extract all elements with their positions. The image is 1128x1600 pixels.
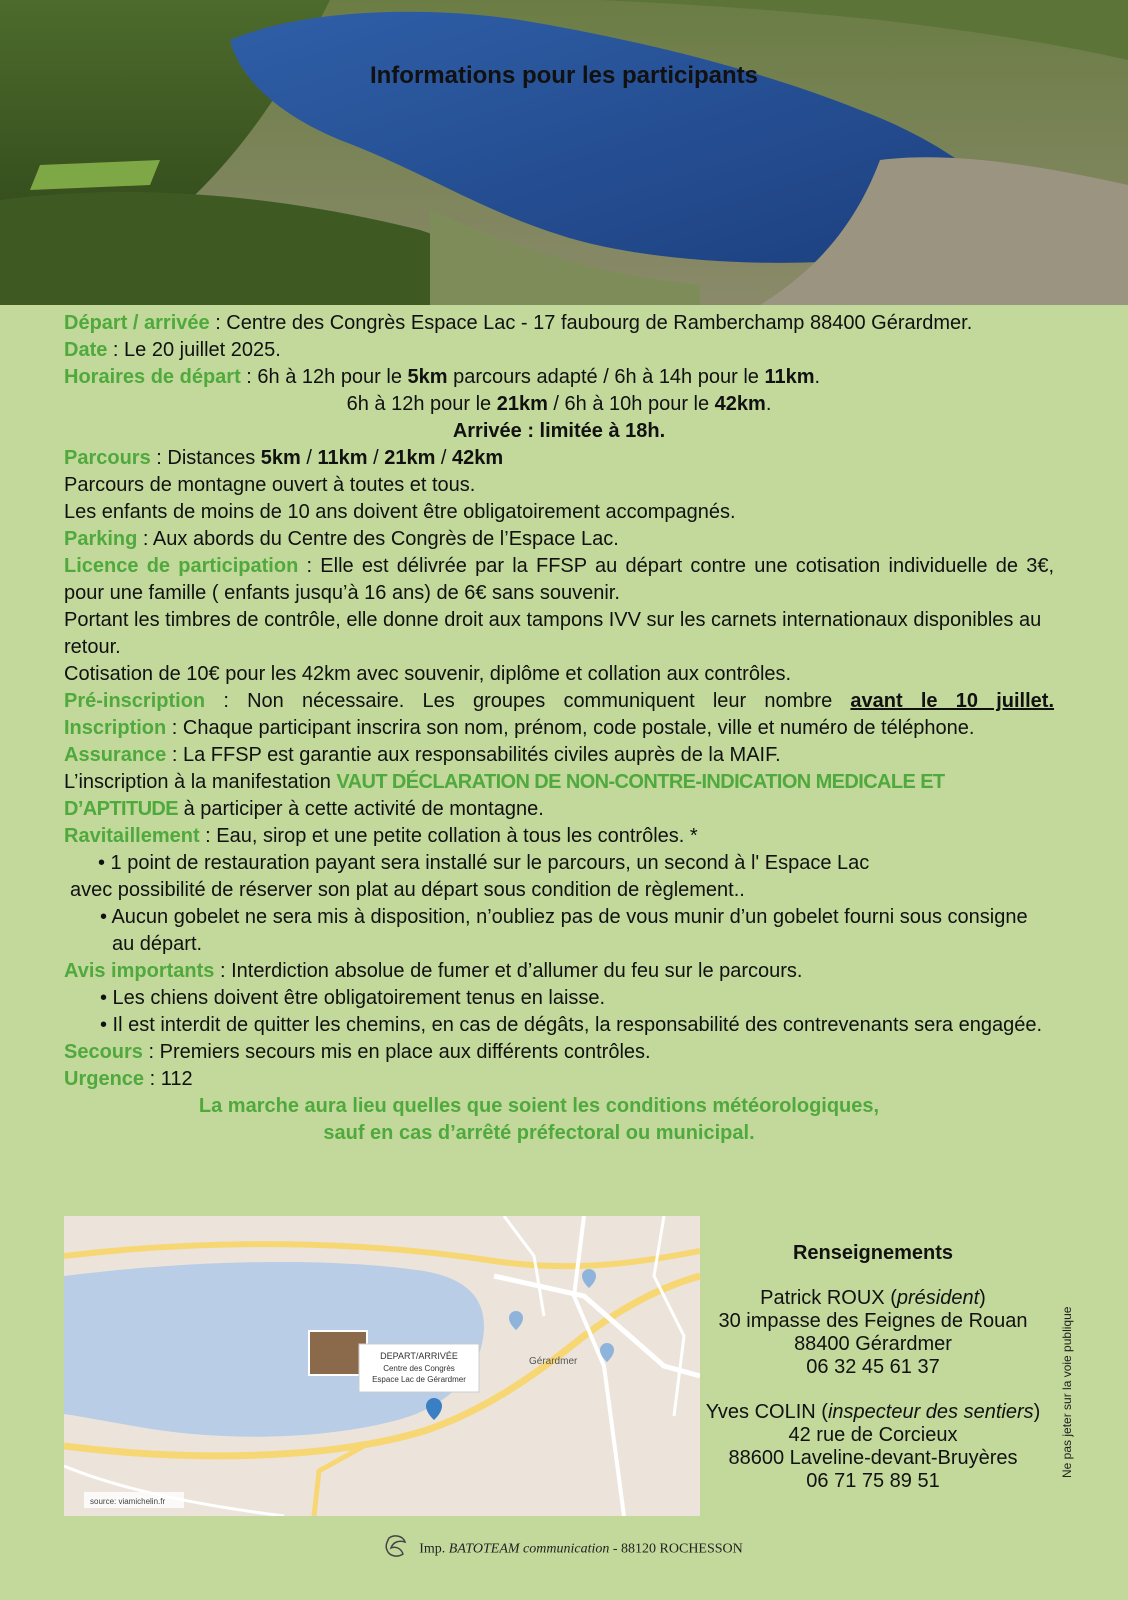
horaires-text: parcours adapté / 6h à 14h pour le: [447, 366, 765, 388]
paren: ): [979, 1287, 986, 1309]
licence-paragraph-2: Portant les timbres de contrôle, elle donne droit aux tampons IVV sur les carnets internationaux disponibles au retour.: [64, 609, 1042, 658]
horaires-label: Horaires de départ: [64, 366, 241, 388]
depart-value: : Centre des Congrès Espace Lac - 17 faubourg de Ramberchamp 88400 Gérardmer.: [209, 312, 973, 334]
separator: /: [367, 447, 385, 469]
contact-heading: Renseignements: [792, 1242, 954, 1264]
person-role: président: [896, 1287, 980, 1309]
avis-value: : Interdiction absolue de fumer et d’allumer du feu sur le parcours.: [214, 960, 803, 982]
assurance-value: : La FFSP est garantie aux responsabilités civiles auprès de la MAIF.: [166, 744, 781, 766]
inscription-paragraph: [64, 715, 1054, 742]
horaires-text: 6h à 12h pour le: [346, 393, 497, 415]
secours-label: Secours: [64, 1041, 143, 1063]
map-graphic: [64, 1216, 700, 1516]
map-source: source: viamichelin.fr: [90, 1497, 166, 1506]
ravitaillement-bullet-2: • Aucun gobelet ne sera mis à disposition, n’oubliez pas de vous munir d’un gobelet fourni sous consigne au départ.: [100, 906, 1028, 955]
distance-21km: 21km: [496, 393, 548, 415]
preinscription-value: : Non nécessaire. Les groupes communiquent leur nombre: [205, 690, 851, 712]
preinscription-label: Pré-inscription: [64, 690, 206, 712]
urgence-label: Urgence: [64, 1068, 145, 1090]
avis-bullet-1: • Les chiens doivent être obligatoirement tenus en laisse.: [100, 987, 606, 1009]
date-value: : Le 20 juillet 2025.: [107, 339, 281, 361]
lake-landscape-image: [0, 0, 1128, 305]
horaires-text: : 6h à 12h pour le: [240, 366, 408, 388]
assurance-text: L’inscription à la manifestation: [64, 771, 337, 793]
arrivee-line: [64, 418, 1054, 445]
date-line: [64, 337, 1054, 364]
urgence-value: : 112: [144, 1068, 193, 1090]
location-map[interactable]: [64, 1216, 700, 1516]
weather-notice-line-1: La marche aura lieu quelles que soient les conditions météorologiques,: [198, 1095, 880, 1117]
paren: ): [1033, 1401, 1041, 1423]
licence-paragraph-3: Cotisation de 10€ pour les 42km avec souvenir, diplôme et collation aux contrôles.: [64, 663, 792, 685]
contact-1-name: [700, 1287, 1046, 1310]
assurance-line: [64, 742, 1054, 769]
parcours-line: [64, 445, 1054, 472]
licence-value: : Elle est délivrée par la FFSP au départ contre une cotisation individuelle de 3€, pour une famille ( enfants jusqu’à 16 ans) de 6€ sans souvenir.: [64, 555, 1054, 604]
contact-1-address-1: 30 impasse des Feignes de Rouan: [718, 1310, 1028, 1332]
depart-line: [64, 310, 1054, 337]
avis-bullet-2: • Il est interdit de quitter les chemins, en cas de dégâts, la responsabilité des contrevenants sera engagée.: [100, 1014, 1043, 1036]
arrivee-limit: Arrivée : limitée à 18h.: [452, 420, 666, 442]
contact-1-address-2: 88400 Gérardmer: [794, 1333, 952, 1355]
callout-line-2: Centre des Congrès: [383, 1364, 455, 1373]
preinscription-line: [64, 688, 1054, 715]
date-label: Date: [64, 339, 108, 361]
contact-block: [700, 1242, 1046, 1493]
assurance-text: à participer à cette activité de montagne.: [178, 798, 544, 820]
horaires-text: .: [765, 393, 772, 415]
parcours-line-2: Parcours de montagne ouvert à toutes et tous.: [64, 474, 476, 496]
ravitaillement-bullet-1: • 1 point de restauration payant sera installé sur le parcours, un second à l' Espace Lac: [98, 852, 870, 874]
assurance-label: Assurance: [64, 744, 167, 766]
avis-line: [64, 958, 1054, 985]
separator: /: [435, 447, 453, 469]
contact-2-phone[interactable]: 06 71 75 89 51: [806, 1470, 940, 1492]
venue-photo: [309, 1331, 367, 1375]
parking-line: [64, 526, 1054, 553]
depart-label: Départ / arrivée: [64, 312, 210, 334]
footer-prefix: Imp.: [419, 1541, 449, 1557]
person-role: inspecteur des sentiers: [827, 1401, 1034, 1423]
parcours-distance: 5km: [260, 447, 301, 469]
parcours-distance: 11km: [317, 447, 368, 469]
contact-2-address-1: 42 rue de Corcieux: [788, 1424, 958, 1446]
parcours-label: Parcours: [64, 447, 151, 469]
secours-value: : Premiers secours mis en place aux différents contrôles.: [142, 1041, 651, 1063]
town-label: Gérardmer: [529, 1356, 578, 1367]
page-title: Informations pour les participants: [369, 62, 759, 89]
parking-label: Parking: [64, 528, 138, 550]
ravitaillement-bullet-1-cont: avec possibilité de réserver son plat au départ sous condition de règlement..: [70, 879, 745, 901]
inscription-value: : Chaque participant inscrira son nom, prénom, code postale, ville et numéro de téléphone.: [166, 717, 975, 739]
medical-declaration: VAUT DÉCLARATION DE NON-CONTRE-INDICATION MEDICALE ET D’APTITUDE: [64, 771, 945, 820]
litter-notice: Ne pas jeter sur la voie publique: [1060, 1306, 1074, 1478]
printer-logo-icon: [385, 1534, 409, 1565]
avis-label: Avis importants: [64, 960, 215, 982]
parcours-distance: 21km: [384, 447, 436, 469]
horaires-line-2: [64, 391, 1054, 418]
contact-2-name: [700, 1401, 1046, 1424]
assurance-paragraph-2: [64, 769, 1054, 823]
secours-line: [64, 1039, 1054, 1066]
footer-company: BATOTEAM communication: [448, 1541, 610, 1557]
inscription-label: Inscription: [64, 717, 167, 739]
distance-42km: 42km: [714, 393, 766, 415]
urgence-line: [64, 1066, 1054, 1093]
ravitaillement-value: : Eau, sirop et une petite collation à tous les contrôles. *: [199, 825, 698, 847]
weather-notice: [64, 1093, 1054, 1147]
parking-value: : Aux abords du Centre des Congrès de l’Espace Lac.: [137, 528, 619, 550]
parcours-text: : Distances: [150, 447, 261, 469]
contact-2-address-2: 88600 Laveline-devant-Bruyères: [728, 1447, 1018, 1469]
horaires-text: .: [814, 366, 821, 388]
distance-5km: 5km: [407, 366, 448, 388]
ravitaillement-label: Ravitaillement: [64, 825, 200, 847]
distance-11km: 11km: [764, 366, 815, 388]
horaires-line-1: [64, 364, 1054, 391]
info-section: [64, 310, 1054, 1147]
ravitaillement-line: [64, 823, 1054, 850]
printer-footer: [0, 1534, 1128, 1565]
parcours-line-3: Les enfants de moins de 10 ans doivent être obligatoirement accompagnés.: [64, 501, 736, 523]
contact-1-phone[interactable]: 06 32 45 61 37: [806, 1356, 940, 1378]
separator: /: [300, 447, 318, 469]
weather-notice-line-2: sauf en cas d’arrêté préfectoral ou municipal.: [323, 1122, 755, 1144]
person-name: Patrick ROUX (: [760, 1287, 897, 1309]
callout-line-3: Espace Lac de Gérardmer: [372, 1375, 466, 1384]
person-name: Yves COLIN (: [705, 1401, 828, 1423]
header-photo: [0, 0, 1128, 305]
callout-line-1: DEPART/ARRIVÉE: [380, 1351, 458, 1361]
preinscription-deadline: avant le 10 juillet.: [850, 690, 1055, 712]
licence-label: Licence de participation: [64, 555, 299, 577]
horaires-text: / 6h à 10h pour le: [547, 393, 715, 415]
licence-paragraph: [64, 553, 1054, 607]
parcours-distance: 42km: [452, 447, 504, 469]
footer-suffix: - 88120 ROCHESSON: [609, 1541, 743, 1557]
